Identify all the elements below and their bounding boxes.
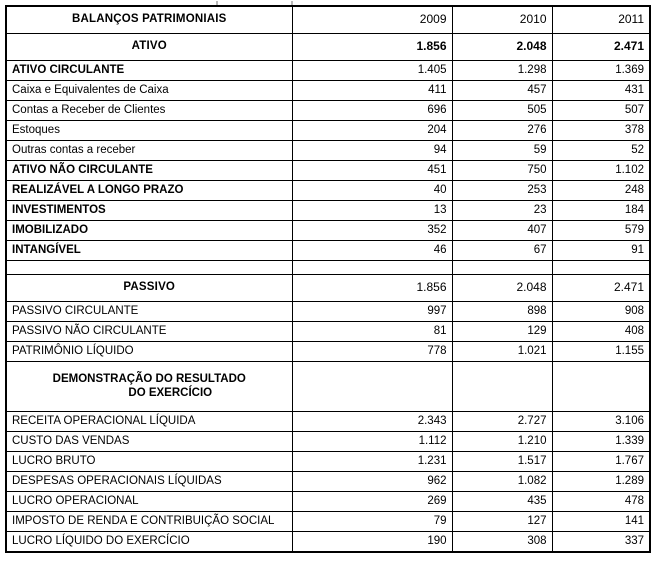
row-label: INTANGÍVEL	[6, 241, 292, 261]
row-value-2010: 1.082	[452, 472, 552, 492]
row-value-2010: 435	[452, 492, 552, 512]
column-header-year-2010: 2010	[452, 6, 552, 34]
row-label: IMOBILIZADO	[6, 221, 292, 241]
dre-title-line1: DEMONSTRAÇÃO DO RESULTADO	[52, 373, 246, 386]
row-value-2009: 204	[292, 121, 452, 141]
row-value-2011: 579	[552, 221, 650, 241]
table-row	[6, 452, 650, 472]
row-label: LUCRO BRUTO	[6, 452, 292, 472]
row-value-2011: 507	[552, 101, 650, 121]
table-row	[6, 161, 650, 181]
table-row	[6, 81, 650, 101]
row-label: Contas a Receber de Clientes	[6, 101, 292, 121]
table-row	[6, 121, 650, 141]
row-value-2011: 1.767	[552, 452, 650, 472]
row-value-2011: 52	[552, 141, 650, 161]
row-value-2009: 451	[292, 161, 452, 181]
row-value-2011: 184	[552, 201, 650, 221]
table-row	[6, 221, 650, 241]
row-value-2010: 898	[452, 302, 552, 322]
financial-statements-table	[5, 5, 651, 553]
table-row	[6, 241, 650, 261]
row-value-2011: 141	[552, 512, 650, 532]
row-label: Estoques	[6, 121, 292, 141]
row-value-2009: 696	[292, 101, 452, 121]
dre-header-empty-2010	[452, 362, 552, 412]
section-header-dre	[6, 362, 650, 412]
row-value-2011: 91	[552, 241, 650, 261]
row-value-2009: 94	[292, 141, 452, 161]
row-value-2010: 2.727	[452, 412, 552, 432]
row-value-2009: 81	[292, 322, 452, 342]
row-value-2011: 408	[552, 322, 650, 342]
column-header-year-2009: 2009	[292, 6, 452, 34]
row-value-2011: 3.106	[552, 412, 650, 432]
row-value-2011: 1.155	[552, 342, 650, 362]
row-value-2010: 276	[452, 121, 552, 141]
row-value-2009: 1.231	[292, 452, 452, 472]
dre-header-empty-2011	[552, 362, 650, 412]
row-value-2009: 352	[292, 221, 452, 241]
row-value-2010: 1.210	[452, 432, 552, 452]
row-value-2010: 59	[452, 141, 552, 161]
table-row	[6, 472, 650, 492]
table-row	[6, 512, 650, 532]
row-value-2011: 337	[552, 532, 650, 553]
row-value-2009: 778	[292, 342, 452, 362]
table-row	[6, 201, 650, 221]
row-label: INVESTIMENTOS	[6, 201, 292, 221]
row-value-2011: 431	[552, 81, 650, 101]
ativo-total-2010: 2.048	[452, 34, 552, 61]
row-label: RECEITA OPERACIONAL LÍQUIDA	[6, 412, 292, 432]
table-header-row	[6, 6, 650, 34]
row-value-2009: 1.405	[292, 61, 452, 81]
row-value-2011: 378	[552, 121, 650, 141]
row-value-2011: 248	[552, 181, 650, 201]
row-value-2009: 46	[292, 241, 452, 261]
spacer-cell	[292, 261, 452, 275]
row-value-2011: 1.339	[552, 432, 650, 452]
table-row	[6, 322, 650, 342]
row-value-2009: 411	[292, 81, 452, 101]
passivo-total-2011: 2.471	[552, 275, 650, 302]
row-label: LUCRO OPERACIONAL	[6, 492, 292, 512]
row-value-2009: 1.112	[292, 432, 452, 452]
row-label: ATIVO CIRCULANTE	[6, 61, 292, 81]
row-value-2010: 457	[452, 81, 552, 101]
row-label: Caixa e Equivalentes de Caixa	[6, 81, 292, 101]
row-value-2010: 67	[452, 241, 552, 261]
spacer-row	[6, 261, 650, 275]
row-value-2010: 308	[452, 532, 552, 553]
section-header-passivo	[6, 275, 650, 302]
row-value-2010: 1.517	[452, 452, 552, 472]
ativo-total-2011: 2.471	[552, 34, 650, 61]
row-value-2010: 1.021	[452, 342, 552, 362]
row-value-2010: 1.298	[452, 61, 552, 81]
row-label: IMPOSTO DE RENDA E CONTRIBUIÇÃO SOCIAL	[6, 512, 292, 532]
row-value-2009: 79	[292, 512, 452, 532]
row-label: REALIZÁVEL A LONGO PRAZO	[6, 181, 292, 201]
row-value-2011: 1.289	[552, 472, 650, 492]
row-value-2011: 908	[552, 302, 650, 322]
row-value-2009: 997	[292, 302, 452, 322]
row-value-2009: 13	[292, 201, 452, 221]
row-label: Outras contas a receber	[6, 141, 292, 161]
row-label: PASSIVO CIRCULANTE	[6, 302, 292, 322]
row-value-2010: 505	[452, 101, 552, 121]
spacer-cell	[6, 261, 292, 275]
section-title-dre	[6, 362, 292, 412]
row-label: ATIVO NÃO CIRCULANTE	[6, 161, 292, 181]
spacer-cell	[452, 261, 552, 275]
spacer-cell	[552, 261, 650, 275]
row-value-2011: 1.369	[552, 61, 650, 81]
table-row	[6, 532, 650, 553]
row-value-2010: 23	[452, 201, 552, 221]
row-label: LUCRO LÍQUIDO DO EXERCÍCIO	[6, 532, 292, 553]
row-value-2011: 1.102	[552, 161, 650, 181]
row-value-2010: 407	[452, 221, 552, 241]
row-label: DESPESAS OPERACIONAIS LÍQUIDAS	[6, 472, 292, 492]
row-value-2009: 269	[292, 492, 452, 512]
dre-header-empty-2009	[292, 362, 452, 412]
table-row	[6, 302, 650, 322]
table-row	[6, 342, 650, 362]
table-row	[6, 181, 650, 201]
dre-title-line2: DO EXERCÍCIO	[128, 386, 213, 399]
passivo-total-2009: 1.856	[292, 275, 452, 302]
table-row	[6, 412, 650, 432]
table-row	[6, 61, 650, 81]
page-title: BALANÇOS PATRIMONIAIS	[6, 6, 292, 34]
row-label: PATRIMÔNIO LÍQUIDO	[6, 342, 292, 362]
row-value-2010: 750	[452, 161, 552, 181]
table-row	[6, 101, 650, 121]
row-label: PASSIVO NÃO CIRCULANTE	[6, 322, 292, 342]
row-value-2009: 962	[292, 472, 452, 492]
row-label: CUSTO DAS VENDAS	[6, 432, 292, 452]
row-value-2010: 127	[452, 512, 552, 532]
table-row	[6, 492, 650, 512]
passivo-total-2010: 2.048	[452, 275, 552, 302]
section-title-ativo: ATIVO	[6, 34, 292, 61]
row-value-2010: 253	[452, 181, 552, 201]
table-row	[6, 432, 650, 452]
row-value-2009: 2.343	[292, 412, 452, 432]
table-row	[6, 141, 650, 161]
section-header-ativo	[6, 34, 650, 61]
column-header-year-2011: 2011	[552, 6, 650, 34]
section-title-passivo: PASSIVO	[6, 275, 292, 302]
row-value-2011: 478	[552, 492, 650, 512]
row-value-2009: 190	[292, 532, 452, 553]
ativo-total-2009: 1.856	[292, 34, 452, 61]
row-value-2009: 40	[292, 181, 452, 201]
row-value-2010: 129	[452, 322, 552, 342]
